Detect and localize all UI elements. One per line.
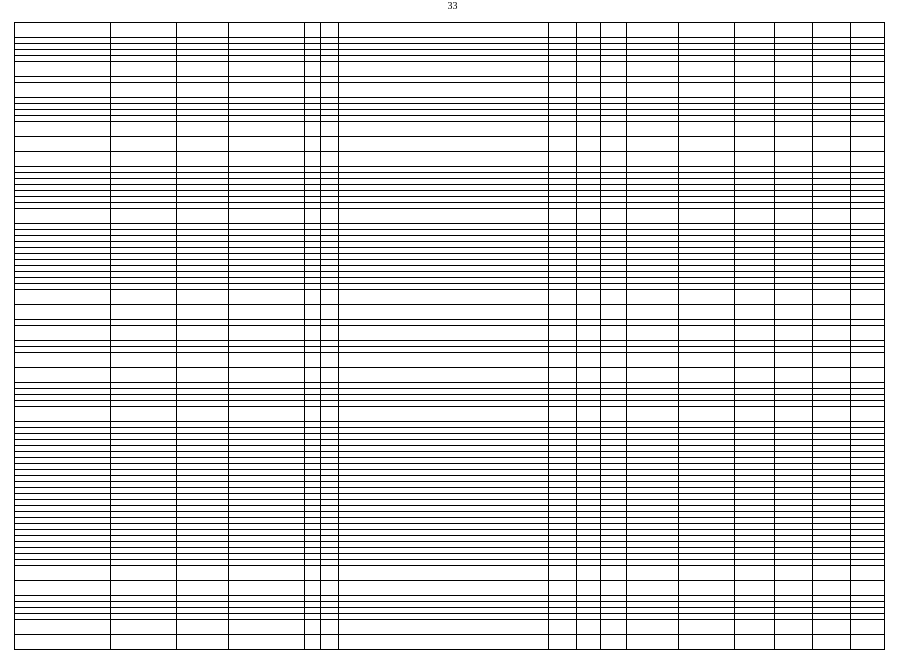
table-cell [679,290,735,305]
table-cell [735,368,775,383]
table-cell [601,368,627,383]
table-cell [735,62,775,77]
table-cell [601,635,627,650]
table-cell [321,353,339,368]
table-cell [851,137,885,152]
table-cell [679,326,735,341]
table-cell [15,290,111,305]
table-cell [177,620,229,635]
table-cell [15,566,111,581]
table-row [15,566,885,581]
table-cell [577,209,601,224]
table-cell [177,566,229,581]
table-cell [851,62,885,77]
table-cell [229,209,305,224]
table-cell [627,83,679,98]
table-cell [549,62,577,77]
table-cell [851,635,885,650]
table-cell [305,23,321,38]
table-cell [577,305,601,320]
table-cell [15,62,111,77]
table-cell [735,635,775,650]
table-cell [679,368,735,383]
register-table [14,22,885,650]
table-cell [679,353,735,368]
table-cell [305,326,321,341]
table-cell [679,620,735,635]
table-cell [229,368,305,383]
table-cell [111,209,177,224]
table-row [15,635,885,650]
table-cell [735,326,775,341]
table-cell [177,326,229,341]
table-cell [577,353,601,368]
table-cell [15,353,111,368]
table-cell [229,62,305,77]
table-cell [775,122,813,137]
table-cell [813,122,851,137]
table-cell [111,290,177,305]
table-cell [735,305,775,320]
table-cell [15,581,111,596]
table-row [15,368,885,383]
table-cell [177,581,229,596]
table-cell [601,620,627,635]
table-cell [627,305,679,320]
table-cell [321,137,339,152]
table-cell [679,152,735,167]
table-cell [339,407,549,422]
table-cell [15,368,111,383]
table-cell [549,305,577,320]
table-cell [627,566,679,581]
table-cell [111,152,177,167]
table-cell [577,581,601,596]
table-cell [15,635,111,650]
table-cell [549,137,577,152]
table-cell [851,122,885,137]
table-cell [627,122,679,137]
table-cell [549,326,577,341]
table-cell [229,290,305,305]
table-cell [305,566,321,581]
table-cell [305,137,321,152]
table-cell [305,305,321,320]
table-cell [305,368,321,383]
table-cell [339,62,549,77]
table-cell [735,620,775,635]
table-row [15,23,885,38]
table-cell [321,581,339,596]
table-cell [577,137,601,152]
table-cell [305,620,321,635]
table-cell [813,581,851,596]
table-cell [339,353,549,368]
table-cell [549,407,577,422]
table-cell [177,407,229,422]
table-cell [15,326,111,341]
table-cell [229,407,305,422]
table-cell [305,635,321,650]
table-cell [111,62,177,77]
table-cell [321,326,339,341]
table-cell [679,566,735,581]
table-cell [15,305,111,320]
table-cell [111,137,177,152]
table-cell [601,290,627,305]
table-cell [627,407,679,422]
table-cell [735,122,775,137]
table-cell [775,290,813,305]
table-cell [549,122,577,137]
table-cell [339,620,549,635]
table-cell [339,209,549,224]
table-cell [229,353,305,368]
table-cell [813,620,851,635]
table-cell [679,407,735,422]
table-cell [851,23,885,38]
table-cell [627,209,679,224]
table-cell [813,209,851,224]
table-cell [339,566,549,581]
table-cell [321,305,339,320]
table-cell [813,368,851,383]
table-cell [775,62,813,77]
register-table-container [14,22,884,632]
table-cell [679,137,735,152]
table-cell [321,83,339,98]
table-cell [177,23,229,38]
table-cell [339,635,549,650]
table-cell [229,635,305,650]
table-cell [813,305,851,320]
table-cell [577,62,601,77]
table-cell [627,290,679,305]
table-row [15,137,885,152]
table-cell [851,368,885,383]
table-row [15,209,885,224]
table-cell [549,152,577,167]
table-cell [813,23,851,38]
table-cell [577,326,601,341]
table-cell [627,368,679,383]
table-cell [577,83,601,98]
table-cell [813,353,851,368]
table-cell [735,152,775,167]
table-cell [111,620,177,635]
table-cell [577,566,601,581]
table-cell [177,290,229,305]
table-row [15,290,885,305]
table-cell [111,83,177,98]
table-cell [775,368,813,383]
table-cell [775,581,813,596]
table-cell [305,209,321,224]
table-cell [177,353,229,368]
table-cell [305,152,321,167]
table-row [15,305,885,320]
table-cell [813,83,851,98]
table-cell [549,368,577,383]
table-cell [177,122,229,137]
table-row [15,83,885,98]
table-cell [627,581,679,596]
table-cell [229,305,305,320]
table-cell [111,407,177,422]
table-cell [735,83,775,98]
table-cell [111,368,177,383]
table-cell [577,620,601,635]
table-cell [735,581,775,596]
table-cell [775,137,813,152]
table-cell [577,122,601,137]
table-row [15,326,885,341]
table-cell [601,353,627,368]
table-cell [111,305,177,320]
table-cell [321,407,339,422]
table-cell [229,83,305,98]
table-cell [339,581,549,596]
table-cell [813,137,851,152]
table-cell [735,209,775,224]
table-cell [339,122,549,137]
table-cell [321,122,339,137]
table-cell [111,566,177,581]
table-cell [321,290,339,305]
table-cell [111,353,177,368]
table-cell [321,566,339,581]
table-cell [813,62,851,77]
table-cell [851,305,885,320]
table-cell [339,152,549,167]
table-row [15,122,885,137]
table-cell [321,620,339,635]
table-cell [15,122,111,137]
table-cell [775,407,813,422]
table-cell [851,353,885,368]
table-cell [321,23,339,38]
table-cell [601,137,627,152]
table-cell [577,407,601,422]
table-cell [813,407,851,422]
table-cell [321,209,339,224]
table-cell [229,620,305,635]
table-cell [813,326,851,341]
table-cell [549,635,577,650]
table-cell [549,581,577,596]
table-cell [321,635,339,650]
table-cell [735,353,775,368]
table-cell [601,209,627,224]
table-cell [627,620,679,635]
table-cell [549,353,577,368]
register-table-body [15,23,885,650]
table-cell [177,305,229,320]
table-cell [177,62,229,77]
table-cell [111,23,177,38]
table-cell [627,62,679,77]
table-cell [549,23,577,38]
table-row [15,152,885,167]
table-cell [813,290,851,305]
table-cell [339,368,549,383]
table-cell [577,635,601,650]
table-cell [851,209,885,224]
table-cell [735,407,775,422]
table-cell [15,83,111,98]
table-row [15,620,885,635]
table-cell [339,326,549,341]
table-cell [851,407,885,422]
table-cell [549,290,577,305]
table-cell [601,581,627,596]
table-cell [15,209,111,224]
table-cell [15,137,111,152]
table-cell [15,152,111,167]
table-cell [577,152,601,167]
table-cell [229,326,305,341]
table-cell [305,122,321,137]
table-row [15,407,885,422]
table-cell [775,23,813,38]
table-cell [627,23,679,38]
table-cell [813,635,851,650]
table-cell [679,23,735,38]
table-cell [229,581,305,596]
table-row [15,581,885,596]
table-cell [601,305,627,320]
table-cell [577,368,601,383]
table-cell [601,326,627,341]
table-cell [627,326,679,341]
table-cell [775,209,813,224]
page-number: 33 [447,1,458,12]
table-cell [577,290,601,305]
table-cell [735,290,775,305]
table-cell [321,368,339,383]
table-cell [601,407,627,422]
table-cell [851,620,885,635]
table-cell [305,581,321,596]
table-cell [577,23,601,38]
table-cell [601,83,627,98]
table-cell [735,566,775,581]
table-cell [321,62,339,77]
table-cell [679,581,735,596]
table-cell [305,290,321,305]
table-cell [775,620,813,635]
table-cell [735,137,775,152]
table-row [15,353,885,368]
table-cell [679,122,735,137]
table-cell [775,305,813,320]
table-cell [229,152,305,167]
table-cell [111,581,177,596]
table-cell [305,62,321,77]
table-cell [601,152,627,167]
table-cell [229,566,305,581]
table-cell [813,152,851,167]
table-cell [339,137,549,152]
table-cell [627,353,679,368]
table-cell [627,152,679,167]
table-cell [111,635,177,650]
table-cell [229,137,305,152]
table-cell [15,23,111,38]
table-cell [601,23,627,38]
table-cell [15,620,111,635]
table-cell [111,326,177,341]
table-cell [549,566,577,581]
table-cell [627,635,679,650]
table-cell [775,353,813,368]
table-cell [679,305,735,320]
table-cell [339,290,549,305]
table-cell [851,290,885,305]
table-cell [851,326,885,341]
table-cell [549,83,577,98]
table-cell [305,353,321,368]
table-cell [775,152,813,167]
table-cell [679,83,735,98]
table-cell [851,152,885,167]
table-cell [321,152,339,167]
table-cell [339,305,549,320]
table-cell [549,620,577,635]
table-cell [339,83,549,98]
table-cell [679,635,735,650]
table-cell [775,83,813,98]
table-cell [851,566,885,581]
table-cell [775,326,813,341]
table-cell [15,407,111,422]
table-cell [851,581,885,596]
table-cell [851,83,885,98]
table-cell [775,566,813,581]
table-cell [549,209,577,224]
table-cell [111,122,177,137]
table-cell [305,83,321,98]
table-cell [627,137,679,152]
table-cell [679,62,735,77]
table-cell [229,122,305,137]
table-cell [735,23,775,38]
table-cell [601,62,627,77]
table-cell [177,209,229,224]
table-cell [177,137,229,152]
table-cell [679,209,735,224]
table-cell [813,566,851,581]
table-cell [229,23,305,38]
table-cell [305,407,321,422]
table-cell [177,635,229,650]
table-row [15,62,885,77]
table-cell [177,368,229,383]
table-cell [775,635,813,650]
table-cell [177,83,229,98]
table-cell [339,23,549,38]
table-cell [177,152,229,167]
table-cell [601,566,627,581]
table-cell [601,122,627,137]
